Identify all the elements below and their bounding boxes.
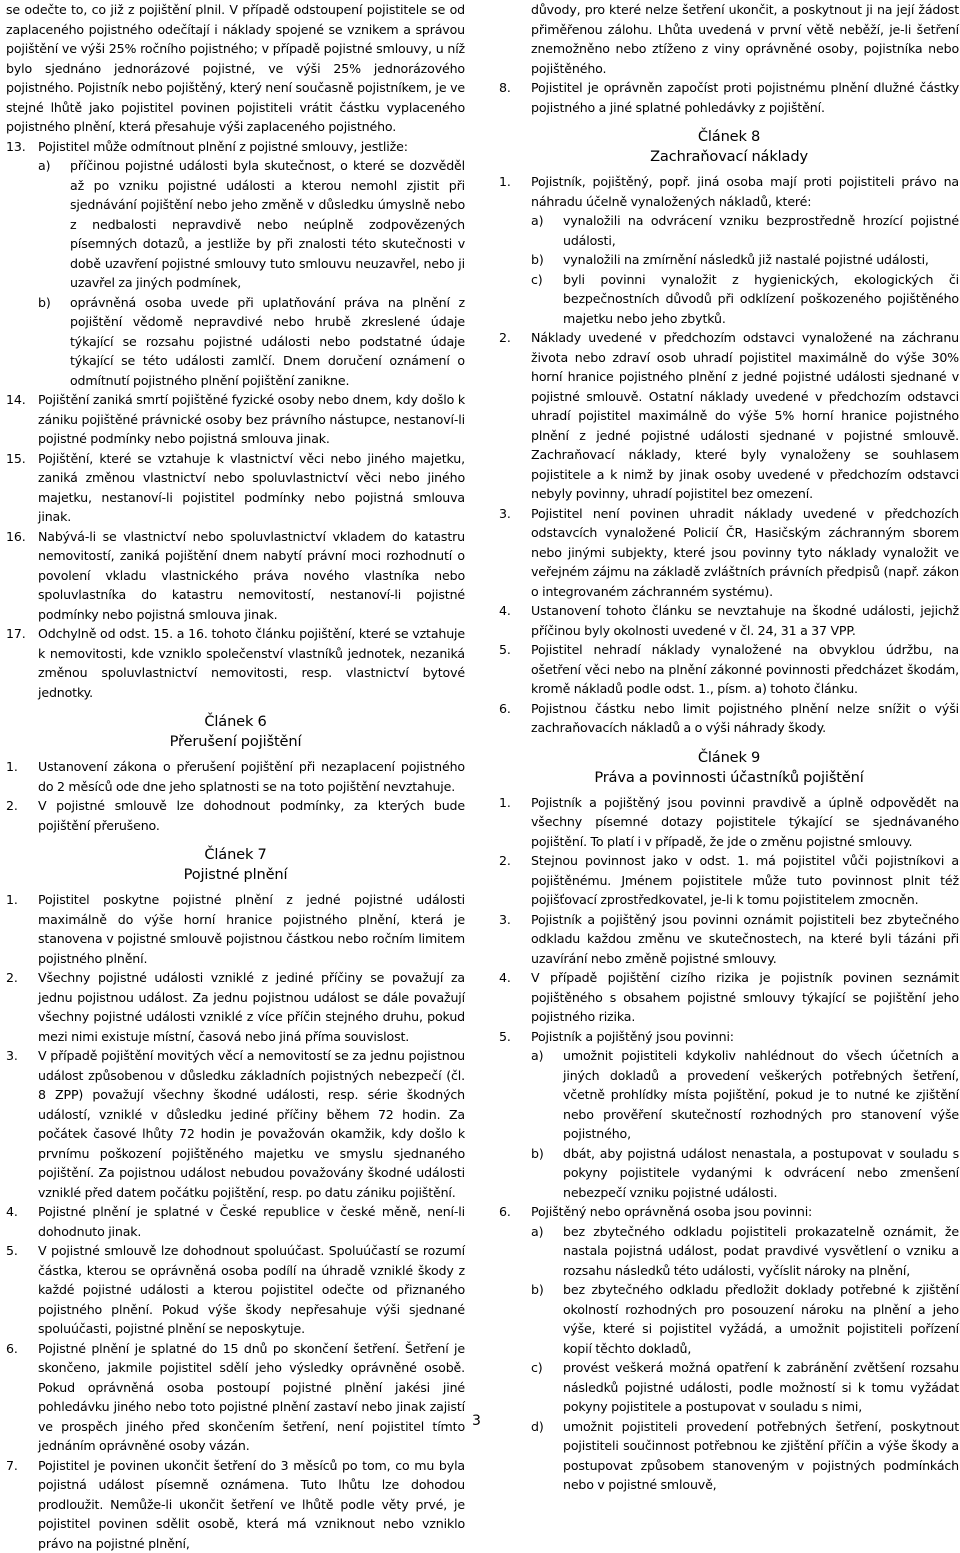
clause-text: Pojistitel může odmítnout plnění z pojistné smlouvy, jestliže:: [38, 139, 408, 154]
clause-text: Pojistitel není povinen uhradit náklady uvedené v předchozích odstavcích vynaložené Policií ČR, Hasičským záchranným sborem nebo jinými subjekty, které jsou povinny tyto náklady vynaložit ve veřejném zájmu na základě zvláštních právních předpisů (např. zákon o integrovaném záchranném systému).: [531, 506, 959, 599]
sub-clause: [499, 211, 959, 250]
clause-text: Nabývá-li se vlastnictví nebo spoluvlastnictví vkladem do katastru nemovitostí, zaniká pojištění dnem nabytí právní moci rozhodnutí o povolení vkladu vlastnického práva nového vlastníka nebo spoluvlastníka do katastru nemovitostí, nestanoví-li pojistné podmínky nebo pojistná smlouva jinak.: [38, 529, 465, 622]
article-9-heading: [499, 748, 959, 788]
clause-number: 5.: [6, 1241, 18, 1261]
sub-clause: [499, 1046, 959, 1144]
numbered-clause: [499, 640, 959, 699]
numbered-clause: [6, 1456, 465, 1553]
article-subtitle: Zachraňovací náklady: [499, 147, 959, 167]
sub-clause-letter: c): [531, 1358, 543, 1378]
article-subtitle: Práva a povinnosti účastníků pojištění: [499, 768, 959, 788]
clause-number: 3.: [6, 1046, 18, 1066]
sub-clause: [499, 1358, 959, 1417]
sub-clause-letter: a): [531, 211, 543, 231]
clause-number: 6.: [6, 1339, 18, 1359]
clause-text: Pojistitel je oprávněn započíst proti pojistnému plnění dlužné částky pojistného a jiné splatné pohledávky z pojištění.: [531, 80, 959, 115]
sub-clause: [499, 270, 959, 329]
clause-text: Pojistitel je povinen ukončit šetření do 3 měsíců po tom, co mu byla pojistná událost písemně oznámena. Tuto lhůtu lze dohodou prodloužit. Nemůže-li ukončit šetření ve lhůtě podle věty prvé, je pojistitel povinen sdělit osobě, která má vzniknout nebo vzniklo právo na pojistné plnění,: [38, 1458, 465, 1551]
sub-clause-text: vynaložili na odvrácení vzniku bezprostředně hrozící pojistné události,: [563, 213, 959, 248]
numbered-clause: [6, 1046, 465, 1202]
intro-paragraph: se odečte to, co již z pojištění plnil. V případě odstoupení pojistitele se od zaplaceného pojistného odečítají i náklady spojené se vznikem a správou pojištění ve výši 25% ročního pojistného; v případě pojistné smlouvy, u níž bylo sjednáno jednorázové pojistné, ve výši 25% jednorázového pojistného. Pojistník nebo pojištěný, který není současně pojistníkem, je ve stejné lhůtě jako pojistitel povinen pojistiteli vrátit částku vyplaceného pojistného plnění, která přesahuje výši zaplaceného pojistného.: [6, 0, 465, 137]
article-7-heading: [6, 845, 465, 885]
sub-clause: [499, 250, 959, 270]
numbered-clause: [499, 78, 959, 117]
clause-text: Odchylně od odst. 15. a 16. tohoto článku pojištění, které se vztahuje k nemovitosti, kde vzniklo společenství vlastníků jednotek, nezaniká změnou spoluvlastnictví nemovitosti, resp. vlastnictví bytové jednotky.: [38, 626, 465, 700]
clause-number: 4.: [499, 601, 511, 621]
numbered-clause: [499, 172, 959, 211]
clause-text: Pojistnou částku nebo limit pojistného plnění nelze snížit o výši zachraňovacích nákladů a o výši náhrady škody.: [531, 701, 959, 736]
article-subtitle: Přerušení pojištění: [6, 732, 465, 752]
clause-number: 7.: [6, 1456, 18, 1476]
clause-list: [499, 172, 959, 738]
clause-text: Všechny pojistné události vzniklé z jediné příčiny se považují za jednu pojistnou událost. Za jednu pojistnou událost se dále považují všechny pojistné události vzniklé z více příčin stejného druhu, pokud mezi nimi existuje místní, časová nebo jiná příma souvislost.: [38, 970, 465, 1044]
clause-number: 2.: [6, 968, 18, 988]
numbered-clause: [499, 601, 959, 640]
clause-text: Pojistné plnění je splatné do 15 dnů po skončení šetření. Šetření je skončeno, jakmile pojistitel sdělí jeho výsledky oprávněné osobě. Pokud oprávněná osoba postoupí pojistné plnění jakési jiné pohledávku jiného nebo toto pojistné plnění zastaví nebo jinak zajistí ve prospěch jiného před skončením šetření, není pojistitel tímto jednáním oprávněné osoby vázán.: [38, 1341, 465, 1454]
numbered-clause: [499, 504, 959, 602]
numbered-clause: [499, 1027, 959, 1047]
right-column: [499, 0, 959, 1495]
clause-list: [6, 137, 465, 703]
clause-number: 1.: [6, 757, 18, 777]
numbered-clause: [6, 757, 465, 796]
article-title: Článek 9: [499, 748, 959, 768]
clause-number: 15.: [6, 449, 26, 469]
clause-text: Pojištěný nebo oprávněná osoba jsou povinni:: [531, 1204, 812, 1219]
clause-text: Stejnou povinnost jako v odst. 1. má pojistitel vůči pojistníkovi a pojištěnému. Jménem pojistitele může tuto povinnost plnit též pojišťovací zprostředkovatel, je-li k tomu pojistitelem zmocněn.: [531, 853, 959, 907]
clause-number: 16.: [6, 527, 26, 547]
sub-clause-letter: c): [531, 270, 543, 290]
numbered-clause: [499, 793, 959, 852]
clause-list: [6, 890, 465, 1553]
article-title: Článek 8: [499, 127, 959, 147]
clause-text: Pojistník, pojištěný, popř. jiná osoba mají proti pojistiteli právo na náhradu účelně vynaložených nákladů, které:: [531, 174, 959, 209]
sub-clause-text: umožnit pojistiteli provedení potřebných šetření, poskytnout pojistiteli součinnost potřebnou ke zjištění příčin a výše škody a postupovat způsobem stanoveným v pojistných podmínkách nebo v pojistné smlouvě,: [563, 1419, 959, 1493]
numbered-clause: [6, 890, 465, 968]
sub-clause-letter: a): [531, 1222, 543, 1242]
clause-number: 6.: [499, 699, 511, 719]
clause-text: Ustanovení tohoto článku se nevztahuje na škodné události, jejichž příčinou byly okolnosti uvedené v čl. 24, 31 a 37 VPP.: [531, 603, 959, 638]
article-title: Článek 6: [6, 712, 465, 732]
clause-list: [499, 78, 959, 117]
sub-clause-letter: b): [531, 250, 544, 270]
sub-clause: [499, 1280, 959, 1358]
numbered-clause: [6, 624, 465, 702]
clause-text: Pojistné plnění je splatné v České republice v české měně, není-li dohodnuto jinak.: [38, 1204, 465, 1239]
article-6-heading: [6, 712, 465, 752]
clause-number: 2.: [499, 328, 511, 348]
continuation-paragraph: důvody, pro které nelze šetření ukončit, a poskytnout ji na její žádost přiměřenou zálohu. Lhůta uvedená v první větě neběží, je-li šetření znemožněno nebo ztíženo z viny oprávněné osoby, pojistníka nebo pojištěného.: [499, 0, 959, 78]
article-8-heading: [499, 127, 959, 167]
clause-text: Pojistník a pojištěný jsou povinni pravdivě a úplně odpovědět na všechny písemné dotazy pojistitele týkající se sjednávaného pojištění. To platí i v případě, že jde o změnu pojistné smlouvy.: [531, 795, 959, 849]
sub-clause-text: vynaložili na zmírnění následků již nastalé pojistné události,: [563, 252, 929, 267]
clause-text: V případě pojištění movitých věcí a nemovitostí se za jednu pojistnou událost způsobenou v důsledku základních pojistných nebezpečí (čl. 8 ZPP) považují všechny škodné události, resp. série škodných událostí, vzniklé v důsledku jediné příčiny během 72 hodin. Za počátek časové lhůty 72 hodin je považován okamžik, kdy došlo k prvnímu poškození pojištěného majetku ve smyslu sjednaného pojištění. Za pojistnou událost nebudou považovány škodné události vzniklé před datem počátku pojištění, resp. po datu zániku pojištění.: [38, 1048, 465, 1200]
clause-list: [499, 793, 959, 1495]
sub-clause-text: oprávněná osoba uvede při uplatňování práva na plnění z pojištění vědomě nepravdivé nebo hrubě zkreslené údaje týkající se rozsahu pojistné události nebo podstatné údaje týkající se této události zamlčí. Dnem doručení oznámení o odmítnutí pojistného plnění pojištění zanikne.: [70, 295, 465, 388]
numbered-clause: [6, 1241, 465, 1339]
sub-clause-text: dbát, aby pojistná událost nenastala, a postupovat v souladu s pokyny pojistitele vydanými k odvrácení nebo zmenšení nebezpečí vzniku pojistné události.: [563, 1146, 959, 1200]
clause-number: 3.: [499, 910, 511, 930]
clause-number: 3.: [499, 504, 511, 524]
sub-clause-letter: b): [531, 1280, 544, 1300]
sub-clause: [499, 1144, 959, 1203]
article-title: Článek 7: [6, 845, 465, 865]
numbered-clause: [6, 968, 465, 1046]
clause-text: Pojištění, které se vztahuje k vlastnictví věci nebo jiného majetku, zaniká změnou vlastnictví nebo spoluvlastnictví věci nebo jiného majetku, nestanoví-li pojistitel podmínky nebo pojistná smlouva jinak.: [38, 451, 465, 525]
clause-number: 13.: [6, 137, 26, 157]
numbered-clause: [6, 137, 465, 157]
sub-clause-text: umožnit pojistiteli kdykoliv nahlédnout do všech účetních a jiných dokladů a provedení veškerých potřebných šetření, včetně prohlídky místa pojištění, pokud je to nutné ke zjištění nebo prověření skutečností rozhodných pro stanovení výše pojistného,: [563, 1048, 959, 1141]
numbered-clause: [6, 390, 465, 449]
numbered-clause: [499, 699, 959, 738]
clause-text: Pojistník a pojištěný jsou povinni:: [531, 1029, 734, 1044]
page-number: 3: [472, 1413, 481, 1429]
clause-list: [6, 757, 465, 835]
sub-clause-text: příčinou pojistné události byla skutečnost, o které se dozvěděl až po vzniku pojistné události a kterou nemohl zjistit při sjednávání pojištění nebo jeho změně v důsledku úmyslně nebo z nedbalosti nepravdivě nebo neúplně zodpovězených písemných dotazů, a jestliže by při znalosti této skutečnosti v době uzavření pojistné smlouvy tuto smlouvu neuzavřel, nebo ji uzavřel za jiných podmínek,: [70, 158, 465, 290]
numbered-clause: [6, 1339, 465, 1456]
clause-text: V pojistné smlouvě lze dohodnout podmínky, za kterých bude pojištění přerušeno.: [38, 798, 465, 833]
numbered-clause: [499, 851, 959, 910]
clause-number: 8.: [499, 78, 511, 98]
article-subtitle: Pojistné plnění: [6, 865, 465, 885]
numbered-clause: [499, 968, 959, 1027]
clause-number: 2.: [6, 796, 18, 816]
clause-number: 5.: [499, 640, 511, 660]
left-column: [6, 0, 465, 1553]
clause-text: V pojistné smlouvě lze dohodnout spoluúčast. Spoluúčastí se rozumí částka, kterou se oprávněná osoba podílí na úhradě vzniklé škody z každé pojistné události a kterou pojistitel odečte od přiznaného pojistného plnění. Pokud výše škody nepřesahuje výši sjednané spoluúčasti, pojistné plnění se neposkytuje.: [38, 1243, 465, 1336]
clause-text: Pojistitel nehradí náklady vynaložené na obvyklou údržbu, na ošetření věci nebo na plnění zákonné povinnosti předcházet škodám, kromě nákladů podle odst. 1., písm. a) tohoto článku.: [531, 642, 959, 696]
sub-clause-letter: a): [531, 1046, 543, 1066]
clause-number: 14.: [6, 390, 26, 410]
sub-clause-letter: d): [531, 1417, 544, 1437]
clause-text: V případě pojištění cizího rizika je pojistník povinen seznámit pojištěného s obsahem pojistné smlouvy týkající se pojištění jeho pojistného rizika.: [531, 970, 959, 1024]
numbered-clause: [6, 1202, 465, 1241]
clause-number: 1.: [499, 172, 511, 192]
clause-text: Pojistitel poskytne pojistné plnění z jedné pojistné události maximálně do výše horní hranice pojistného plnění, která je stanovena v pojistné smlouvě pojistnou částkou nebo ročním limitem pojistného plnění.: [38, 892, 465, 966]
sub-clause-text: bez zbytečného odkladu pojistiteli prokazatelně oznámit, že nastala pojistná událost, podat pravdivé vysvětlení o vzniku a rozsahu následků této události, vyčíslit nároky na plnění,: [563, 1224, 959, 1278]
clause-number: 17.: [6, 624, 26, 644]
clause-number: 1.: [6, 890, 18, 910]
clause-number: 5.: [499, 1027, 511, 1047]
clause-number: 6.: [499, 1202, 511, 1222]
clause-number: 4.: [6, 1202, 18, 1222]
sub-clause-text: byli povinni vynaložit z hygienických, ekologických či bezpečnostních důvodů při odklízení poškozeného pojištěného majetku nebo jeho zbytků.: [563, 272, 959, 326]
sub-clause-letter: a): [38, 156, 50, 176]
sub-clause-letter: b): [531, 1144, 544, 1164]
clause-text: Ustanovení zákona o přerušení pojištění při nezaplacení pojistného do 2 měsíců ode dne jeho splatnosti se na toto pojištění nevztahuje.: [38, 759, 465, 794]
numbered-clause: [6, 449, 465, 527]
clause-text: Pojistník a pojištěný jsou povinni oznámit pojistiteli bez zbytečného odkladu každou změnu ve skutečnostech, na které byli tázáni při uzavírání nebo změně pojistné smlouvy.: [531, 912, 959, 966]
sub-clause-text: provést veškerá možná opatření k zabránění zvětšení rozsahu následků pojistné události, podle možností si k tomu vyžádat pokyny pojistitele a postupovat v souladu s nimi,: [563, 1360, 959, 1414]
numbered-clause: [6, 527, 465, 625]
sub-clause-letter: b): [38, 293, 51, 313]
clause-text: Náklady uvedené v předchozím odstavci vynaložené na záchranu života nebo zdraví osob uhradí pojistitel maximálně do výše 30% horní hranice pojistného plnění z jedné pojistné události sjednané v pojistné smlouvě. Ostatní náklady uvedené v předchozím odstavci uhradí pojistitel maximálně do výše 5% horní hranice pojistného plnění z jedné pojistné události sjednané v pojistné smlouvě. Zachraňovací náklady, které byly vynaloženy se souhlasem pojistitele a k nimž by jinak osoby uvedené v předchozím odstavci nebyly povinny, uhradí pojistitel bez omezení.: [531, 330, 959, 501]
numbered-clause: [499, 910, 959, 969]
sub-clause: [6, 156, 465, 293]
sub-clause-text: bez zbytečného odkladu předložit doklady potřebné k zjištění okolností rozhodných pro posouzení nároku na plnění a jeho výše, které si pojistitel vyžádá, a umožnit pojistiteli pořízení kopií těchto dokladů,: [563, 1282, 959, 1356]
sub-clause: [6, 293, 465, 391]
clause-number: 2.: [499, 851, 511, 871]
numbered-clause: [499, 328, 959, 504]
numbered-clause: [499, 1202, 959, 1222]
sub-clause: [499, 1222, 959, 1281]
numbered-clause: [6, 796, 465, 835]
clause-text: Pojištění zaniká smrtí pojištěné fyzické osoby nebo dnem, kdy došlo k zániku pojištěné právnické osoby bez právního nástupce, nestanoví-li pojistné podmínky nebo pojistná smlouva jinak.: [38, 392, 465, 446]
sub-clause: [499, 1417, 959, 1495]
clause-number: 1.: [499, 793, 511, 813]
clause-number: 4.: [499, 968, 511, 988]
